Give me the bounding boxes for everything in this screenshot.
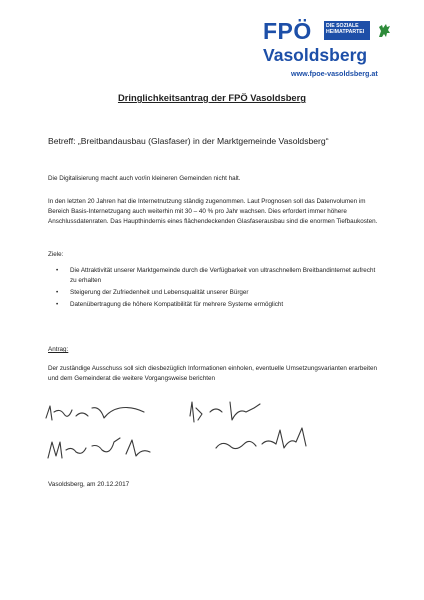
motion-paragraph: Der zuständige Ausschuss soll sich diesbezüglich Informationen einholen, eventuelle Umsetzungsvarianten erarbeiten und dem Gemeinderat die weitere Vorgangsweise berichten [48, 365, 378, 382]
signature-4 [216, 428, 306, 449]
date-line: Vasoldsberg, am 20.12.2017 [48, 481, 130, 488]
signatures-area [40, 398, 320, 478]
goal-text: Datenübertragung die höhere Kompatibilität für mehrere Systeme ermöglicht [70, 301, 284, 308]
list-item [56, 288, 376, 298]
signature-1 [46, 406, 144, 420]
subject-line: Betreff: „Breitbandausbau (Glasfaser) in der Marktgemeinde Vasoldsberg“ [48, 136, 329, 146]
intro-paragraph: Die Digitalisierung macht auch vor/in kleineren Gemeinden nicht halt. [48, 175, 241, 182]
goal-text: Steigerung der Zufriedenheit und Lebensqualität unserer Bürger [70, 289, 249, 296]
logo-place-name: Vasoldsberg [263, 45, 368, 65]
motion-heading: Antrag: [48, 346, 69, 353]
goals-list [56, 266, 376, 312]
signature-2 [190, 402, 260, 422]
logo-tagline: DIE SOZIALE HEIMATPARTEI [324, 21, 370, 40]
party-logo [263, 18, 403, 80]
website-url: www.fpoe-vasoldsberg.at [291, 69, 378, 78]
bullet-icon: • [56, 301, 59, 308]
goals-heading: Ziele: [48, 251, 64, 258]
document-title: Dringlichkeitsantrag der FPÖ Vasoldsberg [117, 92, 307, 103]
styrian-panther-icon [374, 20, 395, 41]
context-paragraph: In den letzten 20 Jahren hat die Internetnutzung ständig zugenommen. Laut Prognosen soll das Datenvolumen im Bereich Basis-Internetzugang auch weiterhin mit 30 – 40 % pro Jahr wachsen. Dies erfordert immer höhere Anschlussdatenraten. Das Haupthindernis eines flächendeckenden Glasfaserausbau sind die enormen Tiefbaukosten. [48, 198, 378, 225]
logo-wordmark: FPÖ [263, 18, 312, 44]
goal-text: Die Attraktivität unserer Marktgemeinde durch die Verfügbarkeit von ultraschnellem Breitbandinternet aufrecht zu erhalten [70, 267, 376, 284]
signature-3 [48, 438, 150, 458]
bullet-icon: • [56, 289, 59, 296]
list-item [56, 300, 376, 310]
handwritten-signatures [40, 398, 320, 478]
list-item [56, 266, 376, 286]
bullet-icon: • [56, 267, 59, 274]
